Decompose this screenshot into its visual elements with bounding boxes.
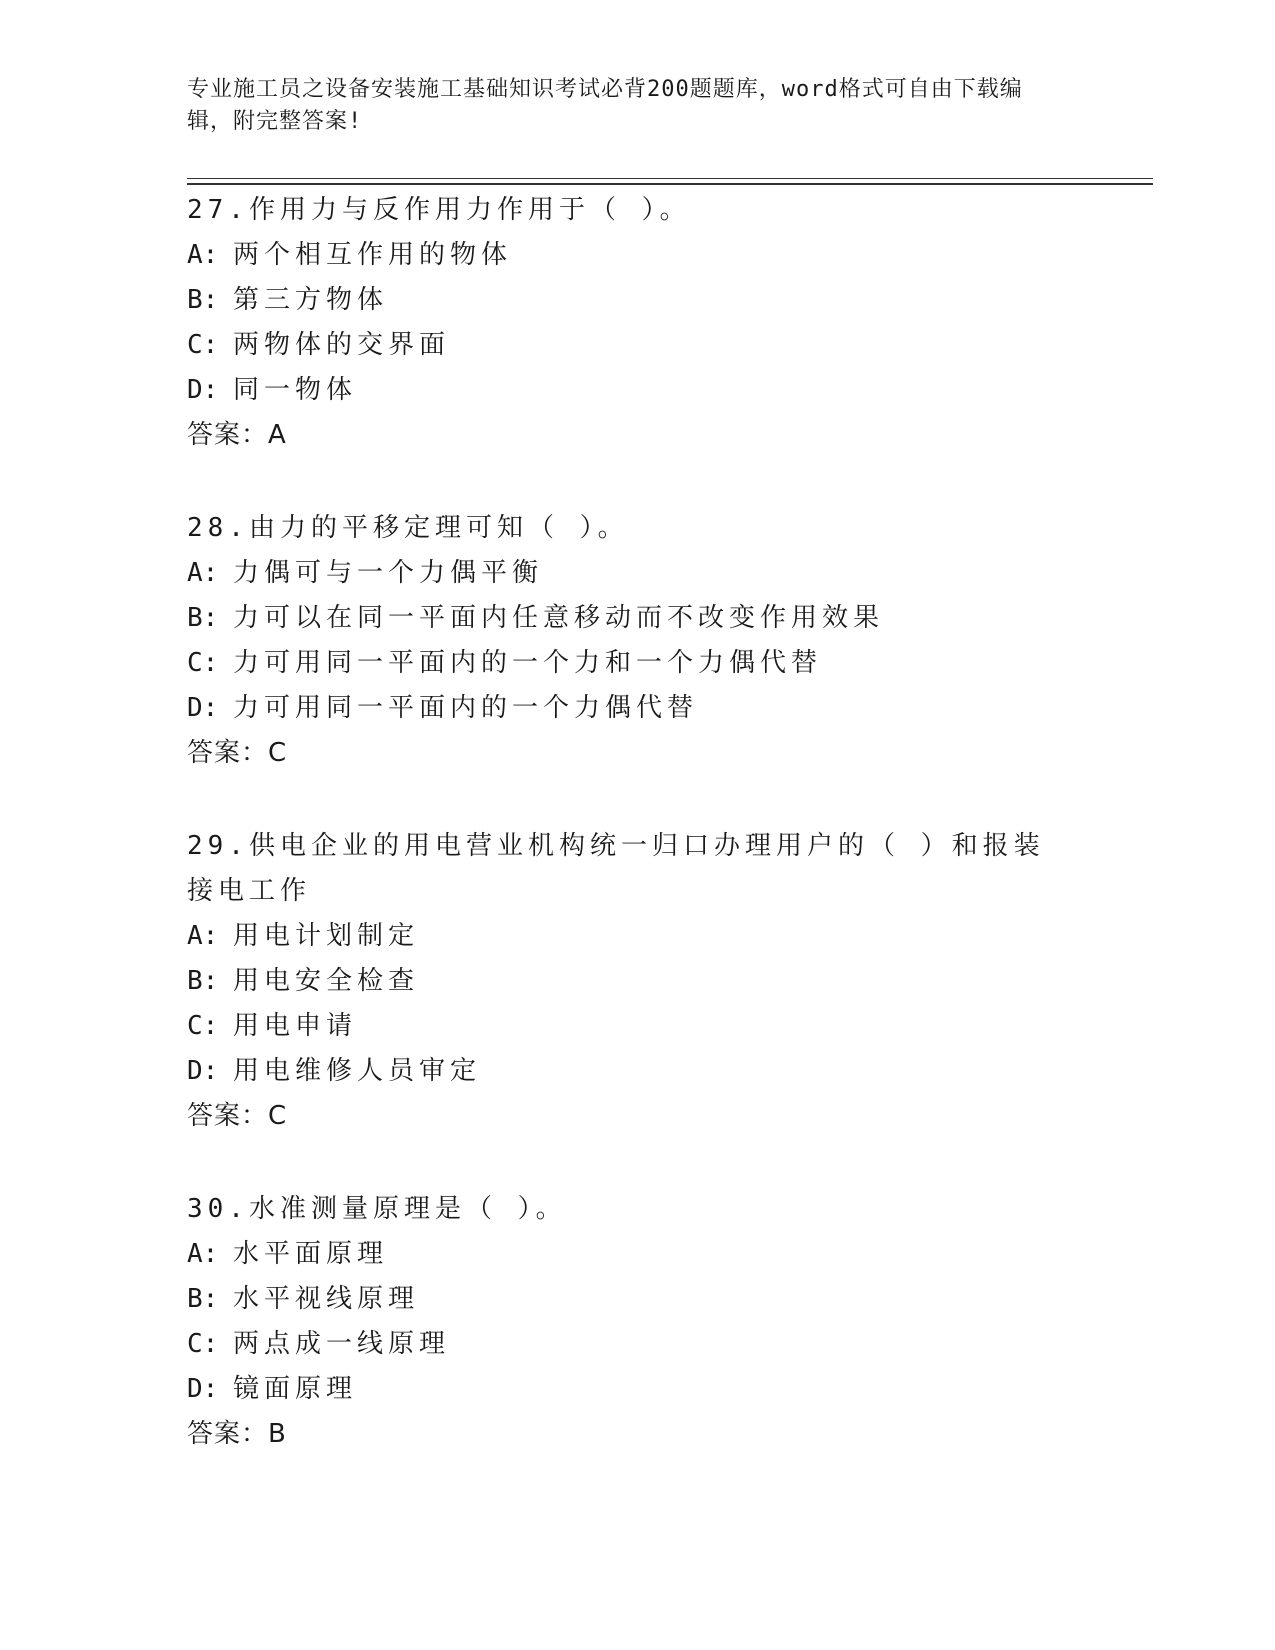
option-a [187, 914, 1067, 959]
header-divider [187, 178, 1153, 185]
option-b [187, 959, 1067, 1004]
option-text: 水平视线原理 [233, 1284, 420, 1314]
option-key: C: [187, 648, 219, 678]
option-d [187, 368, 1067, 413]
option-key: D: [187, 1056, 219, 1086]
option-c [187, 1004, 1067, 1049]
option-key: A: [187, 1239, 219, 1269]
option-key: C: [187, 1011, 219, 1041]
option-text: 两个相互作用的物体 [233, 240, 513, 270]
option-key: D: [187, 693, 219, 723]
option-key: A: [187, 921, 219, 951]
option-key: B: [187, 1284, 219, 1314]
option-b [187, 1277, 1067, 1322]
option-key: C: [187, 330, 219, 360]
option-c [187, 1322, 1067, 1367]
option-key: B: [187, 603, 219, 633]
document-header: 专业施工员之设备安装施工基础知识考试必背200题题库，word格式可自由下载编辑，附完整答案! [187, 77, 1023, 134]
option-c [187, 641, 1067, 686]
question-stem: 28.由力的平移定理可知（ ）。 [187, 513, 629, 543]
option-key: B: [187, 285, 219, 315]
option-text: 力可用同一平面内的一个力和一个力偶代替 [233, 648, 823, 678]
question-stem: 30.水准测量原理是（ ）。 [187, 1194, 567, 1224]
option-key: A: [187, 558, 219, 588]
option-a [187, 233, 1067, 278]
option-key: D: [187, 375, 219, 405]
option-text: 两点成一线原理 [233, 1329, 451, 1359]
option-d [187, 1049, 1067, 1094]
option-b [187, 596, 1067, 641]
option-text: 力可以在同一平面内任意移动而不改变作用效果 [233, 603, 885, 633]
answer-line: 答案：A [187, 420, 287, 450]
answer-line: 答案：C [187, 738, 288, 768]
question-stem: 27.作用力与反作用力作用于（ ）。 [187, 195, 691, 225]
option-b [187, 278, 1067, 323]
question-27 [187, 188, 1067, 458]
question-stem: 29.供电企业的用电营业机构统一归口办理用户的（ ）和报装接电工作 [187, 831, 1045, 906]
question-28 [187, 506, 1067, 776]
option-a [187, 551, 1067, 596]
option-c [187, 323, 1067, 368]
option-text: 两物体的交界面 [233, 330, 451, 360]
option-text: 水平面原理 [233, 1239, 389, 1269]
option-key: A: [187, 240, 219, 270]
option-key: C: [187, 1329, 219, 1359]
option-key: B: [187, 966, 219, 996]
option-text: 用电申请 [233, 1011, 358, 1041]
option-a [187, 1232, 1067, 1277]
option-text: 第三方物体 [233, 285, 389, 315]
option-text: 力偶可与一个力偶平衡 [233, 558, 544, 588]
question-29 [187, 824, 1067, 1139]
question-list [187, 188, 1067, 1505]
option-text: 同一物体 [233, 375, 358, 405]
option-d [187, 1367, 1067, 1412]
answer-line: 答案：B [187, 1419, 287, 1449]
option-text: 镜面原理 [233, 1374, 358, 1404]
option-text: 用电安全检查 [233, 966, 420, 996]
option-text: 用电维修人员审定 [233, 1056, 482, 1086]
question-30 [187, 1187, 1067, 1457]
option-text: 用电计划制定 [233, 921, 420, 951]
option-text: 力可用同一平面内的一个力偶代替 [233, 693, 699, 723]
option-key: D: [187, 1374, 219, 1404]
option-d [187, 686, 1067, 731]
answer-line: 答案：C [187, 1101, 288, 1131]
